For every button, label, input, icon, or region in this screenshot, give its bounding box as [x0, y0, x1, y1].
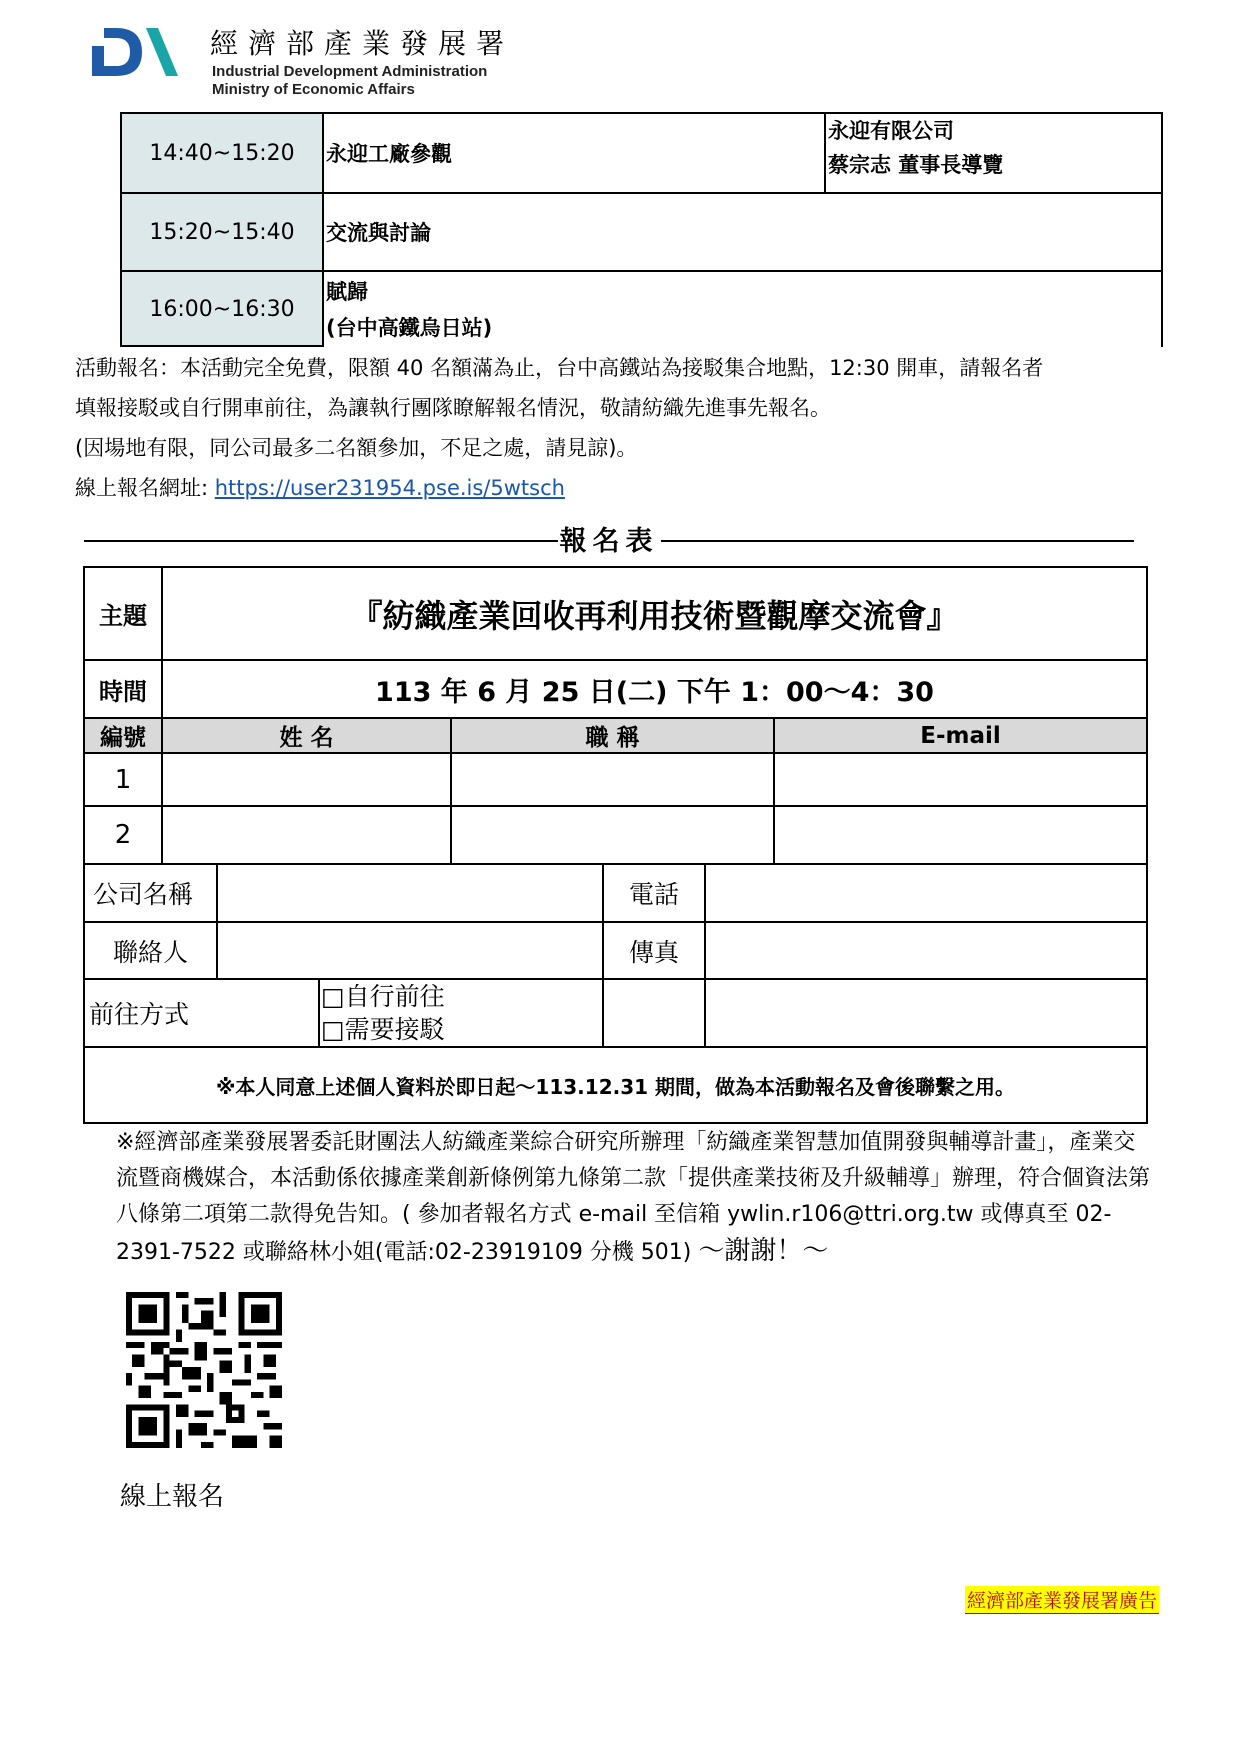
attendee-1-title-field[interactable]	[452, 754, 773, 805]
registration-qr-code[interactable]	[126, 1292, 282, 1448]
org-name-english-line2: Ministry of Economic Affairs	[212, 81, 415, 98]
option-shuttle-checkbox[interactable]: □需要接駁	[321, 1015, 445, 1044]
column-header-name: 姓 名	[279, 725, 334, 751]
org-name-english-line1: Industrial Development Administration	[212, 63, 488, 80]
agenda-activity-line: 賦歸	[326, 280, 368, 304]
company-name-label: 公司名稱	[93, 880, 194, 909]
column-header-no: 編號	[100, 725, 146, 751]
fax-label: 傳真	[628, 937, 679, 967]
registration-url-link[interactable]: https://user231954.pse.is/5wtsch	[214, 476, 565, 500]
column-header-email: E-mail	[920, 722, 1001, 749]
contact-person-field[interactable]	[218, 923, 602, 978]
grid-line	[318, 978, 320, 1046]
company-name-field[interactable]	[218, 865, 602, 921]
attendee-row-number: 2	[114, 820, 132, 850]
event-topic: 『紡織產業回收再利用技術暨觀摩交流會』	[350, 596, 959, 635]
agenda-activity: 永迎工廠參觀	[324, 114, 1161, 192]
transport-method-label: 前往方式	[89, 1000, 190, 1029]
agenda-activity	[324, 272, 1161, 347]
topic-label: 主題	[99, 602, 147, 630]
agenda-time: 15:20~15:40	[122, 194, 324, 270]
form-title: 報名表	[559, 525, 659, 557]
qr-code-label: 線上報名	[120, 1482, 225, 1512]
option-self-drive-checkbox[interactable]: □自行前往	[321, 982, 445, 1011]
thanks-text: ～謝謝！～	[698, 1236, 829, 1266]
form-divider	[84, 518, 1134, 558]
url-label: 線上報名網址:	[75, 476, 215, 500]
attendee-1-email-field[interactable]	[775, 754, 1146, 805]
attendee-row-number: 1	[114, 764, 132, 795]
ida-logo	[86, 22, 182, 82]
organizer-note-text: ※經濟部產業發展署委託財團法人紡織產業綜合研究所辦理「紡織產業智慧加值開發與輔導計畫」，產業交流暨商機媒合，本活動係依據產業創新條例第九條第二款「提供產業技術及升級輔導」辦理，符合個資法第八條第二項第二款得免告知。( 參加者報名方式 e-mail 至信箱 ywlin.r106@ttri.org.tw 或傳真至 02-2391-7522 或聯絡林小姐(電話:02-23919109 分機 501)	[116, 1130, 1151, 1265]
registration-note-3: (因場地有限，同公司最多二名額參加，不足之處，請見諒)。	[75, 436, 638, 460]
column-header-title: 職 稱	[585, 725, 640, 751]
advertisement-label: 經濟部產業發展署廣告	[965, 1586, 1159, 1614]
registration-note-2: 填報接駁或自行開車前往，為讓執行團隊瞭解報名情況，敬請紡織先進事先報名。	[75, 396, 831, 420]
agenda-activity-line: (台中高鐵烏日站)	[326, 316, 493, 340]
contact-person-label: 聯絡人	[112, 937, 188, 967]
time-label: 時間	[99, 677, 147, 706]
divider-dash-right	[661, 540, 1135, 542]
online-registration-url-line	[75, 468, 565, 508]
agenda-host	[824, 114, 1161, 192]
registration-note-1: 活動報名：本活動完全免費，限額 40 名額滿為止，台中高鐵站為接駁集合地點，12:30 開車，請報名者	[75, 356, 1044, 380]
attendee-1-name-field[interactable]	[163, 754, 450, 805]
org-name-english	[212, 63, 487, 99]
agenda-activity: 交流與討論	[324, 194, 1161, 270]
divider-dash-left	[84, 540, 558, 542]
agenda-host-company: 永迎有限公司	[828, 119, 954, 143]
phone-field[interactable]	[706, 865, 1146, 921]
agenda-time: 14:40~15:20	[122, 114, 324, 192]
registration-form	[83, 566, 1148, 1124]
agenda-row	[122, 114, 1161, 192]
event-time: 113 年 6 月 25 日(二) 下午 1：00～4：30	[375, 676, 934, 708]
agenda-host-guide: 蔡宗志 董事長導覽	[828, 153, 1004, 177]
agenda-row	[122, 192, 1161, 270]
attendee-2-email-field[interactable]	[775, 807, 1146, 863]
fax-field[interactable]	[706, 923, 1146, 978]
agenda-table	[120, 112, 1163, 347]
phone-label: 電話	[628, 880, 679, 909]
organizer-note	[116, 1125, 1156, 1271]
agenda-time: 16:00~16:30	[122, 272, 324, 347]
attendee-2-title-field[interactable]	[452, 807, 773, 863]
attendee-2-name-field[interactable]	[163, 807, 450, 863]
transport-options	[321, 980, 602, 1046]
agenda-row	[122, 270, 1161, 347]
org-name-chinese: 經濟部產業發展署	[210, 27, 515, 60]
privacy-consent: ※本人同意上述個人資料於即日起～113.12.31 期間，做為本活動報名及會後聯繫之用。	[215, 1074, 1015, 1099]
